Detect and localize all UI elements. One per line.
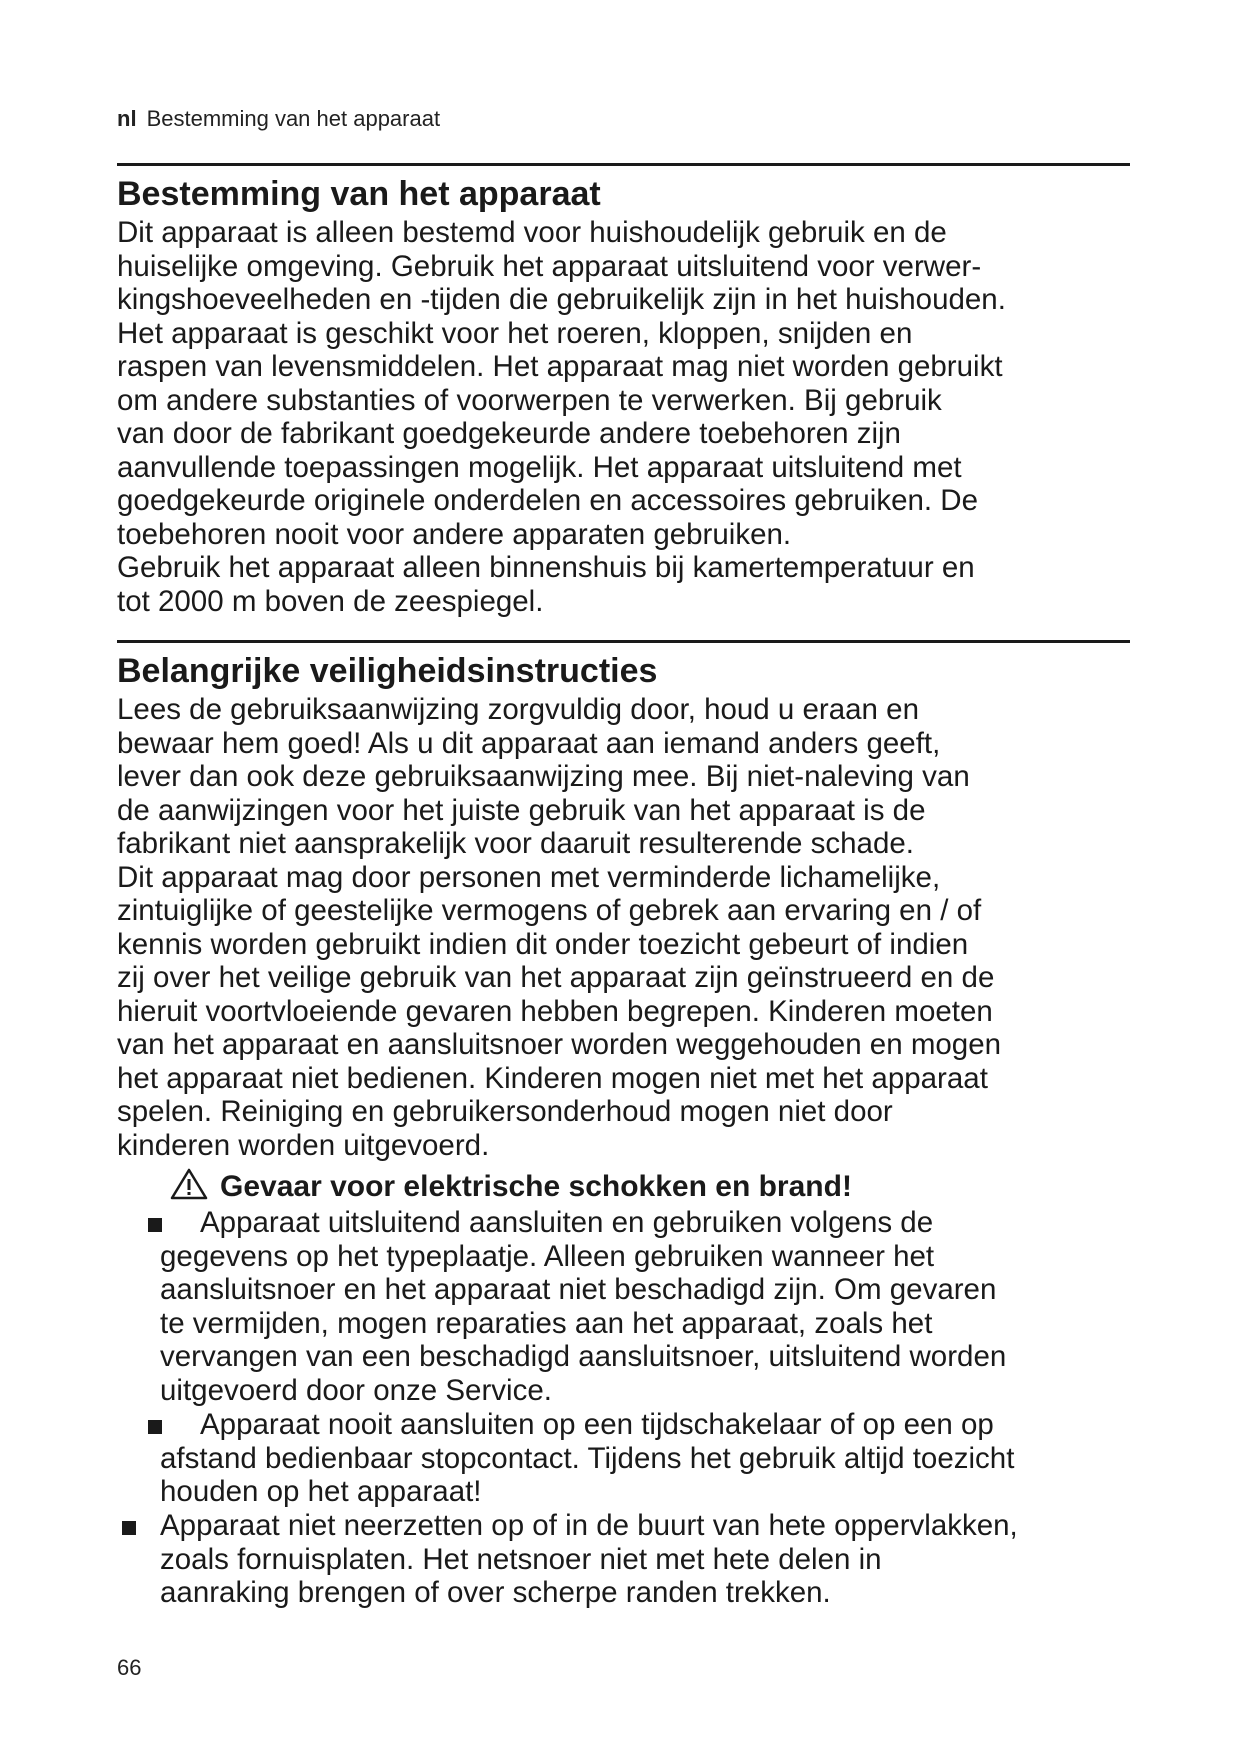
running-header (117, 106, 440, 132)
page-number: 66 (117, 1655, 142, 1680)
text-line: de aanwijzingen voor het juiste gebruik van het apparaat is de (117, 793, 926, 827)
section-body (117, 216, 1130, 618)
bullet-item (160, 1408, 1014, 1509)
text-line: bewaar hem goed! Als u dit apparaat aan iemand anders geeft, (117, 726, 941, 760)
text-line: gegevens op het typeplaatje. Alleen gebruiken wanneer het (160, 1239, 935, 1273)
warning-title-text: Gevaar voor elektrische schokken en brand! (220, 1170, 852, 1203)
text-line: het apparaat niet bedienen. Kinderen mogen niet met het apparaat (117, 1061, 988, 1095)
text-line: om andere substanties of voorwerpen te verwerken. Bij gebruik (117, 383, 942, 417)
text-line: te vermijden, mogen reparaties aan het apparaat, zoals het (160, 1306, 933, 1340)
section-safety-instructions (117, 640, 1130, 1162)
text-line: Gebruik het apparaat alleen binnenshuis bij kamertemperatuur en (117, 551, 975, 584)
text-line: lever dan ook deze gebruiksaanwijzing mee. Bij niet-naleving van (117, 760, 970, 793)
text-line: zoals fornuisplaten. Het netsnoer niet met hete delen in (160, 1542, 882, 1576)
text-line: van het apparaat en aansluitsnoer worden weggehouden en mogen (117, 1028, 1002, 1061)
text-line: Apparaat niet neerzetten op of in de buurt van hete oppervlakken, (160, 1509, 1018, 1542)
section-heading: Bestemming van het apparaat (117, 175, 601, 213)
running-header-title: Bestemming van het apparaat (146, 106, 441, 131)
text-line: Apparaat nooit aansluiten op een tijdschakelaar of op een op (200, 1408, 994, 1441)
language-code: nl (117, 106, 137, 131)
text-line: Dit apparaat is alleen bestemd voor huishoudelijk gebruik en de (117, 216, 947, 249)
text-line: fabrikant niet aansprakelijk voor daaruit resulterende schade. (117, 827, 914, 860)
text-line: aansluitsnoer en het apparaat niet beschadigd zijn. Om gevaren (160, 1273, 997, 1306)
text-line: uitgevoerd door onze Service. (160, 1373, 552, 1407)
warning-triangle-icon (170, 1168, 208, 1200)
bullet-square-icon (122, 1521, 136, 1535)
text-line: toebehoren nooit voor andere apparaten gebruiken. (117, 517, 792, 551)
text-line: Dit apparaat mag door personen met verminderde lichamelijke, (117, 860, 941, 894)
section-intended-use (117, 163, 1130, 618)
text-line: zintuiglijke of geestelijke vermogens of gebrek aan ervaring en / of (117, 894, 982, 927)
section-divider (117, 640, 1130, 643)
bullet-item (160, 1206, 1006, 1407)
text-line: van door de fabrikant goedgekeurde andere toebehoren zijn (117, 417, 901, 450)
text-line: aanvullende toepassingen mogelijk. Het apparaat uitsluitend met (117, 450, 962, 484)
text-line: vervangen van een beschadigd aansluitsnoer, uitsluitend worden (160, 1340, 1007, 1373)
text-line: Apparaat uitsluitend aansluiten en gebruiken volgens de (200, 1206, 934, 1239)
text-line: kinderen worden uitgevoerd. (117, 1128, 490, 1162)
text-line: spelen. Reiniging en gebruikersonderhoud mogen niet door (117, 1095, 893, 1128)
text-line: aanraking brengen of over scherpe randen trekken. (160, 1576, 831, 1609)
bullet-square-icon (148, 1218, 162, 1232)
section-heading: Belangrijke veiligheidsinstructies (117, 652, 658, 690)
text-line: goedgekeurde originele onderdelen en accessoires gebruiken. De (117, 484, 979, 517)
section-body (117, 693, 1130, 1162)
text-line: hieruit voortvloeiende gevaren hebben begrepen. Kinderen moeten (117, 994, 993, 1028)
text-line: huiselijke omgeving. Gebruik het apparaat uitsluitend voor verwer- (117, 249, 982, 283)
text-line: zij over het veilige gebruik van het apparaat zijn geïnstrueerd en de (117, 961, 995, 994)
text-line: Het apparaat is geschikt voor het roeren, kloppen, snijden en (117, 316, 913, 350)
section-divider (117, 163, 1130, 166)
text-line: afstand bedienbaar stopcontact. Tijdens het gebruik altijd toezicht (160, 1441, 1015, 1475)
bullet-item (160, 1509, 1018, 1610)
text-line: houden op het apparaat! (160, 1475, 482, 1508)
text-line: Lees de gebruiksaanwijzing zorgvuldig door, houd u eraan en (117, 693, 919, 726)
warning-title (170, 1168, 852, 1205)
bullet-square-icon (148, 1420, 162, 1434)
text-line: tot 2000 m boven de zeespiegel. (117, 584, 544, 618)
text-line: raspen van levensmiddelen. Het apparaat mag niet worden gebruikt (117, 350, 1003, 383)
text-line: kennis worden gebruikt indien dit onder toezicht gebeurt of indien (117, 927, 969, 961)
text-line: kingshoeveelheden en -tijden die gebruikelijk zijn in het huishouden. (117, 283, 1006, 316)
